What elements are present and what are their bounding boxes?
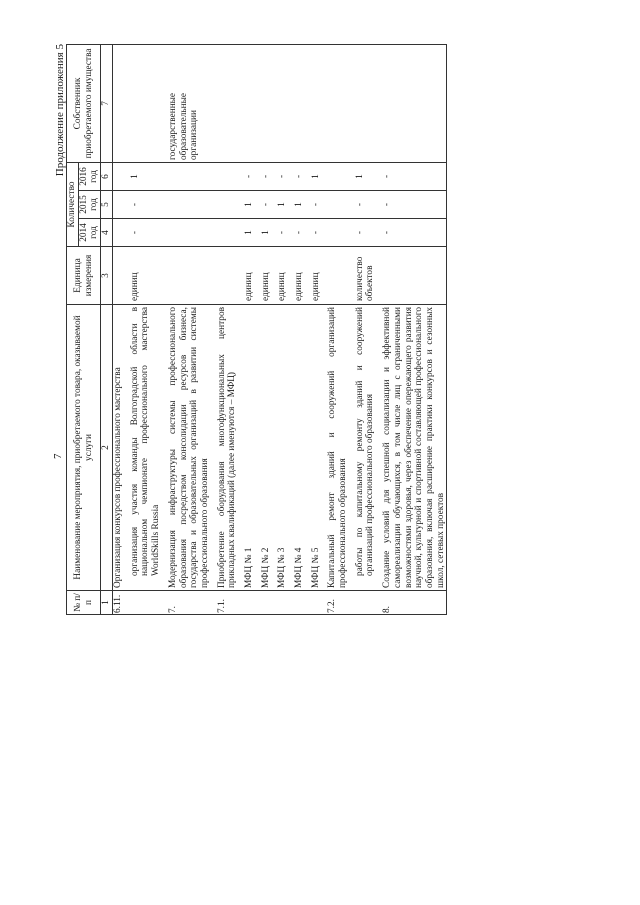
table-row — [305, 44, 322, 614]
row-unit: единиц — [305, 247, 322, 305]
row-2015 — [162, 191, 211, 219]
row-2014 — [162, 219, 211, 247]
header-unit: Единица измерения — [67, 247, 101, 305]
row-name: Приобретение оборудования многофункциональных центров прикладных квалификаций (далее именуются – МФЦ) — [211, 305, 238, 591]
row-unit: единиц — [255, 247, 272, 305]
row-unit: единиц — [288, 247, 305, 305]
row-name: МФЦ № 5 — [305, 305, 322, 591]
row-2016: 1 — [305, 162, 322, 190]
row-name: работы по капитальному ремонту зданий и сооружений организаций профессионального образования — [349, 305, 376, 591]
row-2014: 1 — [255, 219, 272, 247]
row-name: Модернизация инфраструктуры системы профессионального образования посредством консолидации ресурсов бизнеса, государства и образовательных организаций в развитии системы профессионального образования — [162, 305, 211, 591]
row-2015: 1 — [288, 191, 305, 219]
row-name: МФЦ № 3 — [271, 305, 288, 591]
row-unit — [211, 247, 238, 305]
row-unit — [113, 247, 124, 305]
row-2015 — [211, 191, 238, 219]
header-quantity: Количество — [67, 162, 79, 246]
row-2015: - — [255, 191, 272, 219]
row-2016: - — [271, 162, 288, 190]
table-row — [321, 44, 348, 614]
row-owner — [349, 44, 376, 162]
row-unit: количество объектов — [349, 247, 376, 305]
row-2014: - — [376, 219, 447, 247]
appendix-table — [66, 44, 447, 615]
row-unit: единиц — [124, 247, 162, 305]
row-2014: - — [305, 219, 322, 247]
column-index: 7 — [101, 44, 113, 162]
header-owner: Собственник приобретаемого имущества — [67, 44, 101, 162]
row-2016: - — [288, 162, 305, 190]
row-name: Организация конкурсов профессионального мастерства — [113, 305, 124, 591]
row-2016 — [211, 162, 238, 190]
row-unit — [321, 247, 348, 305]
header-2016: 2016 год — [78, 162, 100, 190]
row-unit: единиц — [238, 247, 255, 305]
column-index: 2 — [101, 305, 113, 591]
table-row — [271, 44, 288, 614]
column-index: 6 — [101, 162, 113, 190]
row-number — [288, 591, 305, 615]
row-2016: 1 — [124, 162, 162, 190]
row-number: 7.1. — [211, 591, 238, 615]
row-unit — [162, 247, 211, 305]
table-row — [211, 44, 238, 614]
row-2016: - — [376, 162, 447, 190]
row-2015: - — [124, 191, 162, 219]
header-row — [67, 44, 79, 614]
table-row — [288, 44, 305, 614]
row-number: 6.11. — [113, 591, 124, 615]
row-owner — [211, 44, 238, 162]
column-index: 1 — [101, 591, 113, 615]
table-row — [376, 44, 447, 614]
row-name: МФЦ № 2 — [255, 305, 272, 591]
row-2014: 1 — [238, 219, 255, 247]
row-2014 — [321, 219, 348, 247]
row-number — [255, 591, 272, 615]
row-2016: 1 — [349, 162, 376, 190]
column-index-row — [101, 44, 113, 614]
row-number — [238, 591, 255, 615]
row-number — [271, 591, 288, 615]
row-2016: - — [255, 162, 272, 190]
row-2014: - — [288, 219, 305, 247]
row-2015 — [321, 191, 348, 219]
row-2016: - — [238, 162, 255, 190]
header-2014: 2014 год — [78, 219, 100, 247]
row-name: МФЦ № 1 — [238, 305, 255, 591]
row-2015: - — [305, 191, 322, 219]
header-num: № п/п — [67, 591, 101, 615]
row-number: 8. — [376, 591, 447, 615]
row-2015: 1 — [238, 191, 255, 219]
row-2014: - — [271, 219, 288, 247]
row-name: Создание условий для успешной социализации и эффективной самореализации обучающихся, в том числе лиц с ограниченными возможностями здоровья, через обеспечение опережающего развития научной, культурной и спортивной составляющей профессионального образования, включая расширение практики конкурсов и сезонных школ, сетевых проектов — [376, 305, 447, 591]
row-name: Капитальный ремонт зданий и сооружений организаций профессионального образования — [321, 305, 348, 591]
row-owner: государственные образовательные организации — [162, 44, 211, 162]
row-2016 — [162, 162, 211, 190]
table-row — [113, 44, 124, 614]
column-index: 5 — [101, 191, 113, 219]
table-row — [124, 44, 162, 614]
row-2015 — [113, 191, 124, 219]
row-2014: - — [124, 219, 162, 247]
column-index: 4 — [101, 219, 113, 247]
table-row — [162, 44, 211, 614]
row-2016 — [321, 162, 348, 190]
table-row — [255, 44, 272, 614]
row-number: 7. — [162, 591, 211, 615]
row-owner — [305, 44, 322, 162]
row-owner — [238, 44, 255, 162]
table-row — [238, 44, 255, 614]
row-owner — [124, 44, 162, 162]
row-number — [349, 591, 376, 615]
row-owner — [113, 44, 124, 162]
row-2014 — [211, 219, 238, 247]
row-owner — [288, 44, 305, 162]
row-2014: - — [349, 219, 376, 247]
page-number: 7 — [52, 453, 64, 459]
row-number — [124, 591, 162, 615]
row-2014 — [113, 219, 124, 247]
row-name: организация участия команды Волгоградской области в национальном чемпионате профессионального мастерства WorldSkills Russia — [124, 305, 162, 591]
row-owner — [271, 44, 288, 162]
column-index: 3 — [101, 247, 113, 305]
row-number — [305, 591, 322, 615]
row-2015: - — [376, 191, 447, 219]
row-unit: единиц — [271, 247, 288, 305]
header-2015: 2015 год — [78, 191, 100, 219]
row-unit — [376, 247, 447, 305]
table-row — [349, 44, 376, 614]
row-name: МФЦ № 4 — [288, 305, 305, 591]
row-owner — [376, 44, 447, 162]
header-name: Наименование мероприятия, приобретаемого товара, оказываемой услуги — [67, 305, 101, 591]
continuation-label: Продолжение приложения 5 — [54, 44, 66, 177]
row-number: 7.2. — [321, 591, 348, 615]
row-owner — [255, 44, 272, 162]
row-2015: 1 — [271, 191, 288, 219]
row-2016 — [113, 162, 124, 190]
row-2015: - — [349, 191, 376, 219]
row-owner — [321, 44, 348, 162]
